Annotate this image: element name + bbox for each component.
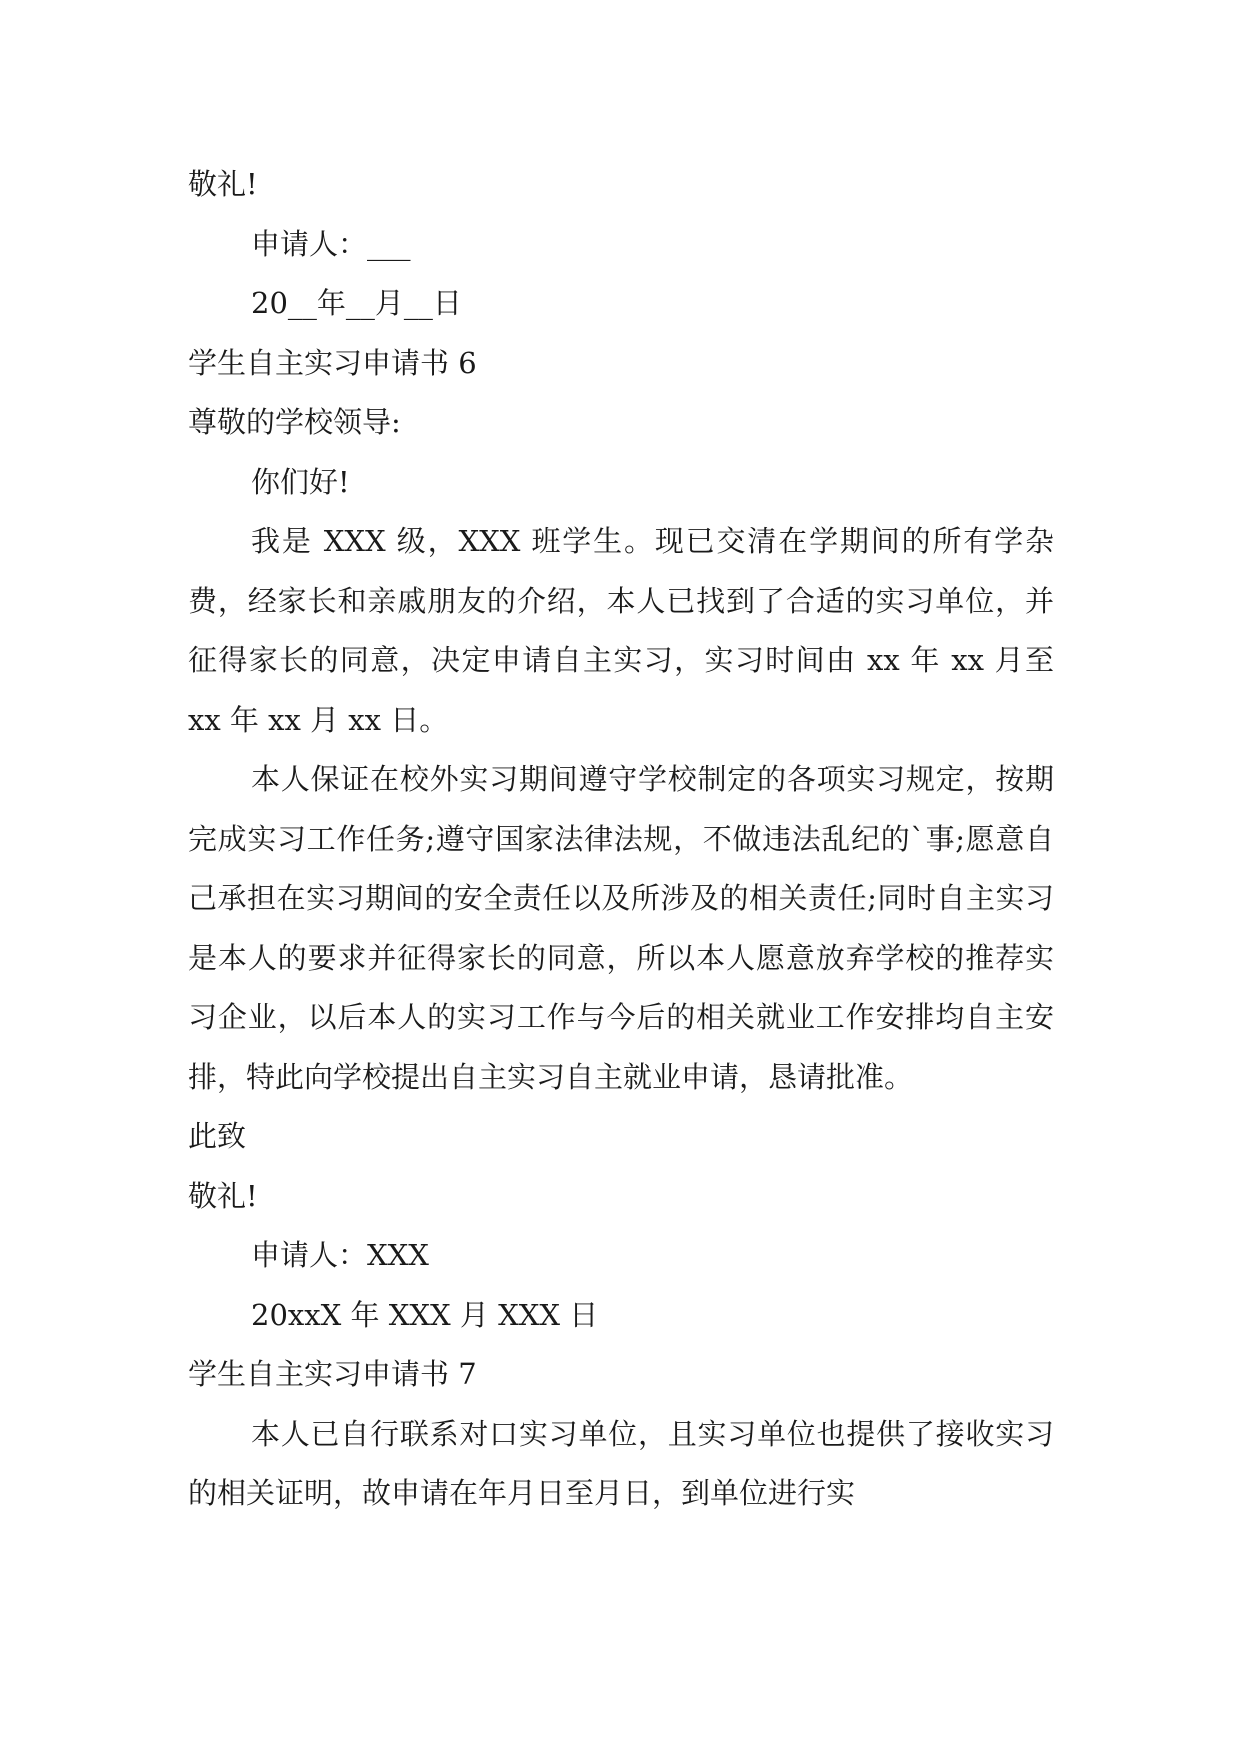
applicant-line: 申请人：___ — [251, 226, 411, 261]
closing-line: 此致 — [188, 1119, 247, 1153]
closing-regards: 敬礼! — [188, 167, 258, 201]
greeting: 你们好! — [251, 464, 350, 499]
letter-title: 学生自主实习申请书 7 — [188, 1357, 477, 1391]
body-paragraph: 本人保证在校外实习期间遵守学校制定的各项实习规定，按期完成实习工作任务;遵守国家法律法规，不做违法乱纪的`事;愿意自己承担在实习期间的安全责任以及所涉及的相关责任;同时自主实习是本人的要求并征得家长的同意，所以本人愿意放弃学校的推荐实习企业，以后本人的实习工作与今后的相关就业工作安排均自主安排，特此向学校提出自主实习自主就业申请，恳请批准。 — [188, 762, 1054, 1094]
body-paragraph: 我是 XXX 级，XXX 班学生。现已交清在学期间的所有学杂费，经家长和亲戚朋友的介绍，本人已找到了合适的实习单位，并征得家长的同意，决定申请自主实习，实习时间由 xx 年 xx 月至 xx 年 xx 月 xx 日。 — [188, 524, 1054, 737]
letter-title: 学生自主实习申请书 6 — [188, 345, 477, 380]
salutation: 尊敬的学校领导: — [188, 405, 401, 439]
date-line: 20__年__月__日 — [251, 286, 462, 320]
applicant-line: 申请人：XXX — [251, 1238, 429, 1272]
body-paragraph: 本人已自行联系对口实习单位，且实习单位也提供了接收实习的相关证明，故申请在年月日至月日，到单位进行实 — [188, 1416, 1054, 1510]
date-line: 20xxX 年 XXX 月 XXX 日 — [251, 1297, 599, 1332]
document-body — [188, 155, 1054, 1524]
closing-regards: 敬礼! — [188, 1178, 258, 1213]
